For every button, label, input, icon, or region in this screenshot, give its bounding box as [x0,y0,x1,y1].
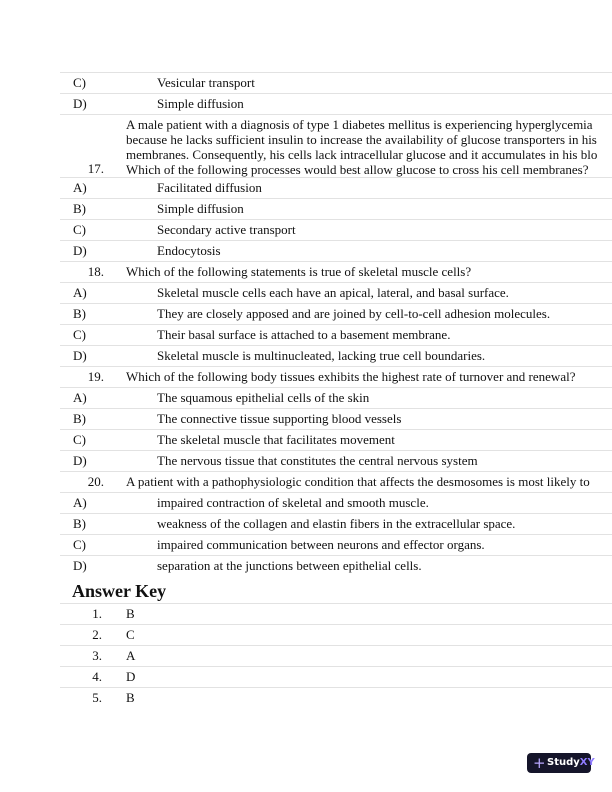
answer-number: 1. [92,606,102,621]
question-row-20 [60,471,612,492]
option-row [60,345,612,366]
question-text: Which of the following statements is true of skeletal muscle cells? [126,264,472,279]
answer-row [60,645,612,666]
answer-key-heading: Answer Key [72,581,167,601]
option-row [60,93,612,114]
option-text: weakness of the collagen and elastin fibers in the extracellular space. [157,516,516,531]
answer-row [60,624,612,645]
option-text: The skeletal muscle that facilitates movement [157,432,395,447]
option-letter: D) [73,96,87,111]
option-text: The squamous epithelial cells of the skin [157,390,370,405]
question-row-18 [60,261,612,282]
option-letter: D) [73,558,87,573]
option-row [60,534,612,555]
question-table [60,72,612,576]
plus-icon: + [533,754,546,772]
option-text: Skeletal muscle cells each have an apical, lateral, and basal surface. [157,285,509,300]
option-row [60,177,612,198]
option-row [60,324,612,345]
option-text: The nervous tissue that constitutes the central nervous system [157,453,478,468]
option-letter: C) [73,327,86,342]
option-row [60,198,612,219]
option-letter: B) [73,306,86,321]
question-row-19 [60,366,612,387]
question-number: 19. [87,369,104,384]
option-row [60,282,612,303]
question-number: 18. [87,264,104,279]
question-text: A patient with a pathophysiologic condition that affects the desmosomes is most likely to [126,474,590,489]
option-letter: C) [73,222,86,237]
option-text: Endocytosis [157,243,221,258]
option-row [60,72,612,93]
option-letter: B) [73,201,86,216]
answer-letter: B [126,606,135,621]
option-row [60,219,612,240]
option-row [60,513,612,534]
option-row [60,240,612,261]
option-text: Simple diffusion [157,201,244,216]
answer-row [60,687,612,708]
option-text: separation at the junctions between epithelial cells. [157,558,422,573]
option-row [60,303,612,324]
question-text: Which of the following body tissues exhibits the highest rate of turnover and renewal? [126,369,576,384]
option-letter: C) [73,432,86,447]
answer-letter: D [126,669,136,684]
question-line: membranes. Consequently, his cells lack intracellular glucose and it accumulates in his blo [126,147,598,162]
answer-number: 2. [92,627,102,642]
option-text: Simple diffusion [157,96,244,111]
question-number: 20. [87,474,104,489]
studyxy-badge[interactable] [527,753,595,773]
answer-letter: A [126,648,136,663]
question-number: 17. [87,161,104,176]
option-row [60,492,612,513]
brand-text: Study [547,757,580,768]
brand-accent-text: XY [579,757,595,768]
option-row [60,555,612,576]
option-text: Their basal surface is attached to a basement membrane. [157,327,451,342]
option-letter: A) [73,390,87,405]
option-letter: D) [73,243,87,258]
option-letter: B) [73,411,86,426]
option-row [60,408,612,429]
option-letter: A) [73,495,87,510]
answer-row [60,666,612,687]
option-text: They are closely apposed and are joined by cell-to-cell adhesion molecules. [157,306,551,321]
question-line: Which of the following processes would best allow glucose to cross his cell membranes? [126,162,589,177]
option-letter: A) [73,180,87,195]
option-text: Vesicular transport [157,75,255,90]
option-text: impaired contraction of skeletal and smooth muscle. [157,495,429,510]
answer-letter: C [126,627,135,642]
option-letter: C) [73,75,86,90]
option-text: Facilitated diffusion [157,180,262,195]
option-letter: D) [73,453,87,468]
question-line: because he lacks sufficient insulin to increase the availability of glucose transporters in his [126,132,597,147]
option-text: Skeletal muscle is multinucleated, lacking true cell boundaries. [157,348,486,363]
option-row [60,450,612,471]
question-row-17 [60,114,612,177]
answer-row [60,603,612,624]
option-letter: C) [73,537,86,552]
option-row [60,429,612,450]
answer-number: 4. [92,669,102,684]
option-letter: D) [73,348,87,363]
answer-number: 5. [92,690,102,705]
option-letter: A) [73,285,87,300]
answer-key-list [60,603,612,708]
option-text: impaired communication between neurons and effector organs. [157,537,485,552]
question-text [126,117,597,177]
answer-number: 3. [92,648,102,663]
question-line: A male patient with a diagnosis of type 1 diabetes mellitus is experiencing hyperglycemia [126,117,593,132]
option-text: The connective tissue supporting blood vessels [157,411,402,426]
option-text: Secondary active transport [157,222,296,237]
option-letter: B) [73,516,86,531]
answer-letter: B [126,690,135,705]
option-row [60,387,612,408]
